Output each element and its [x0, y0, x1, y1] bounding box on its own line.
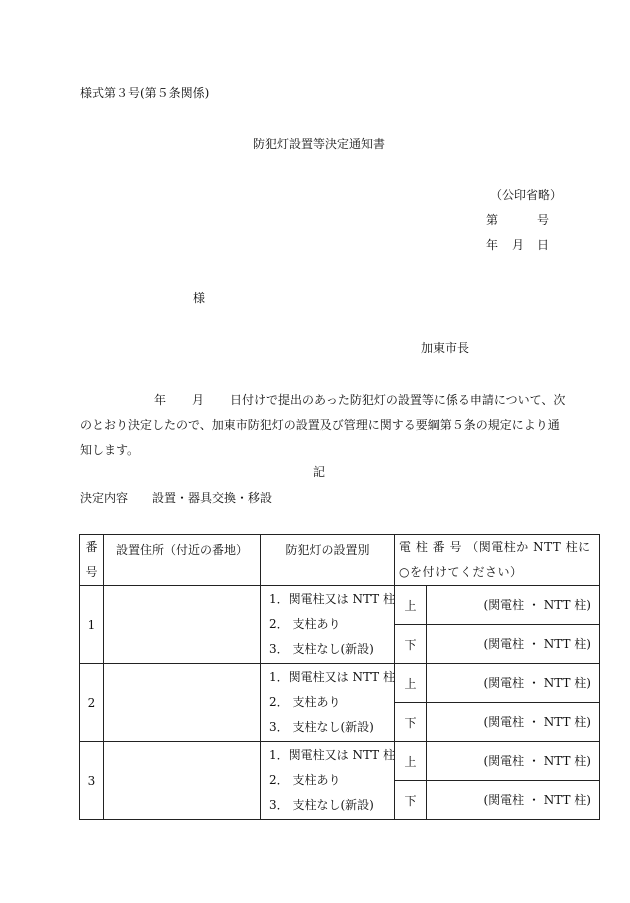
type-options [261, 664, 395, 742]
header-type: 防犯灯の設置別 [261, 535, 395, 586]
type-option: 1．関電柱又は NTT 柱 [269, 592, 395, 606]
pole-choice[interactable]: (関電柱 ・ NTT 柱) [427, 703, 600, 742]
seal-note: （公印省略） [490, 188, 563, 202]
type-option: 2． 支柱あり [269, 617, 341, 631]
type-option: 1．関電柱又は NTT 柱 [269, 748, 395, 762]
row-number: 3 [80, 742, 104, 820]
body-paragraph [80, 388, 570, 463]
position-lower: 下 [395, 703, 427, 742]
pole-choice[interactable]: (関電柱 ・ NTT 柱) [427, 625, 600, 664]
location-cell[interactable] [104, 742, 261, 820]
position-upper: 上 [395, 586, 427, 625]
decision-line [80, 489, 272, 506]
decision-value: 設置・器具交換・移設 [152, 491, 273, 505]
document-number-suffix: 号 [537, 213, 550, 227]
issuer-name: 加東市長 [421, 341, 470, 355]
location-cell[interactable] [104, 586, 261, 664]
body-year-label: 年 [154, 393, 167, 407]
document-title: 防犯灯設置等決定通知書 [253, 137, 386, 151]
date-year-label: 年 [486, 238, 499, 252]
table-row [80, 586, 600, 625]
position-lower: 下 [395, 781, 427, 820]
date-day-label: 日 [537, 238, 550, 252]
table-header-row [80, 535, 600, 586]
table-row [80, 742, 600, 781]
table-row [80, 664, 600, 703]
type-options [261, 742, 395, 820]
installation-table [79, 534, 600, 820]
row-number: 2 [80, 664, 104, 742]
date-month-label: 月 [512, 238, 525, 252]
header-number: 番号 [80, 535, 104, 586]
body-month-label: 月 [192, 393, 205, 407]
decision-label: 決定内容 [80, 491, 129, 505]
document-number-prefix: 第 [486, 213, 499, 227]
type-option: 2． 支柱あり [269, 773, 341, 787]
type-option: 3． 支柱なし(新設) [269, 798, 374, 812]
location-cell[interactable] [104, 664, 261, 742]
pole-choice[interactable]: (関電柱 ・ NTT 柱) [427, 781, 600, 820]
position-lower: 下 [395, 625, 427, 664]
type-option: 2． 支柱あり [269, 695, 341, 709]
type-option: 3． 支柱なし(新設) [269, 642, 374, 656]
type-options [261, 586, 395, 664]
position-upper: 上 [395, 742, 427, 781]
pole-choice[interactable]: (関電柱 ・ NTT 柱) [427, 586, 600, 625]
pole-choice[interactable]: (関電柱 ・ NTT 柱) [427, 664, 600, 703]
addressee-honorific: 様 [193, 291, 206, 305]
body-text: 日付けで提出のあった防犯灯の設置等に係る申請について、次のとおり決定したので、加東市防犯灯の設置及び管理に関する要綱第５条の規定により通知します。 [80, 393, 566, 457]
header-location: 設置住所（付近の番地） [104, 535, 261, 586]
ki-marker: 記 [313, 465, 326, 479]
row-number: 1 [80, 586, 104, 664]
type-option: 1．関電柱又は NTT 柱 [269, 670, 395, 684]
form-number: 様式第３号(第５条関係) [80, 86, 210, 100]
pole-choice[interactable]: (関電柱 ・ NTT 柱) [427, 742, 600, 781]
header-pole-number: 電 柱 番 号 （関電柱か NTT 柱に○を付けてください） [395, 535, 600, 586]
type-option: 3． 支柱なし(新設) [269, 720, 374, 734]
position-upper: 上 [395, 664, 427, 703]
